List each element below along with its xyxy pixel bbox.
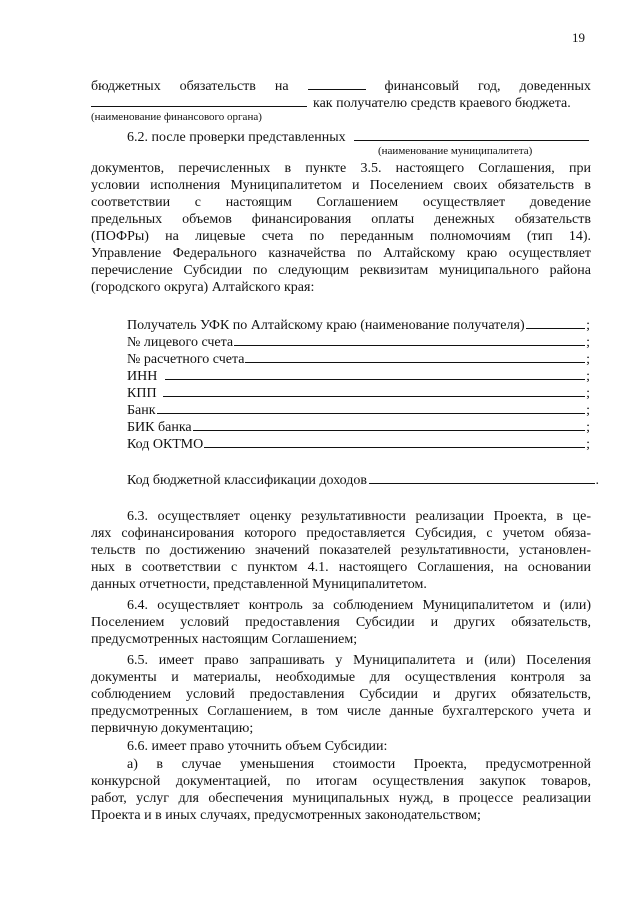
municipalitet-blank: [354, 128, 589, 141]
p66a-line: Проекта и в иных случаях, предусмотренных законодательством;: [91, 808, 481, 823]
finance-organ-blank: [91, 94, 307, 107]
caption-municipalitet: (наименование муниципалитета): [378, 145, 533, 157]
requisite-bank: Банк ;: [127, 403, 590, 418]
p63-line: тельств по достижению значений показателей результативности, установлен-: [91, 543, 591, 558]
p65-line: соблюдением условий предоставления Субсидии и других обязательств,: [91, 687, 591, 702]
p63-line: ных в соответствии с пунктом 4.1. настоящего Соглашения, на основании: [91, 560, 591, 575]
requisite-personal-account: № лицевого счета ;: [127, 335, 590, 350]
year-blank: [308, 77, 366, 90]
requisite-oktmo: Код ОКТМО ;: [127, 437, 590, 452]
line-finance-organ: как получателю средств краевого бюджета.: [91, 94, 591, 112]
p66-head: 6.6. имеет право уточнить объем Субсидии:: [127, 739, 388, 754]
p63-line: данных отчетности, представленной Муниципалитетом.: [91, 577, 427, 592]
p63-line: 6.3. осуществляет оценку результативности реализации Проекта, в це-: [127, 509, 591, 524]
requisite-bik: БИК банка ;: [127, 420, 590, 435]
p62-line: соответствии с настоящим Соглашением осуществляет доведение: [91, 195, 591, 210]
requisite-kpp: КПП ;: [127, 386, 590, 401]
p62-line: условии исполнения Муниципалитетом и Поселением своих обязательств в: [91, 178, 591, 193]
requisite-settlement-account: № расчетного счета ;: [127, 352, 590, 367]
page-number: 19: [572, 30, 585, 45]
p63-line: лях софинансирования которого предоставляется Субсидия, с учетом обяза-: [91, 526, 591, 541]
p65-line: предусмотренных Соглашением, в том числе данные бухгалтерского учета и: [91, 704, 591, 719]
p62-line: предельных объемов финансирования оплаты денежных обязательств: [91, 212, 591, 227]
p64-line: Поселением условий предоставления Субсидии и других обязательств,: [91, 615, 591, 630]
p66a-line: а) в случае уменьшения стоимости Проекта, предусмотренной: [127, 757, 591, 772]
p66a-line: конкурсной документацией, по итогам осуществления закупок товаров,: [91, 774, 591, 789]
p65-line: документы и материалы, необходимые для осуществления контроля за: [91, 670, 591, 685]
p62-line: перечисление Субсидии по следующим реквизитам муниципального района: [91, 263, 591, 278]
p62-line: (городского округа) Алтайского края:: [91, 280, 315, 295]
p64-line: предусмотренных настоящим Соглашением;: [91, 632, 358, 647]
p66a-line: работ, услуг для обеспечения муниципальных нужд, в процессе реализации: [91, 791, 591, 806]
p62-line: документов, перечисленных в пункте 3.5. настоящего Соглашения, при: [91, 161, 591, 176]
p62-line: Управление Федерального казначейства по Алтайскому краю осуществляет: [91, 246, 591, 261]
p65-line: 6.5. имеет право запрашивать у Муниципалитета и (или) Поселения: [127, 653, 591, 668]
p64-line: 6.4. осуществляет контроль за соблюдением Муниципалитетом и (или): [127, 598, 591, 613]
p65-line: первичную документацию;: [91, 721, 254, 736]
requisite-inn: ИНН ;: [127, 369, 590, 384]
p62-head: 6.2. после проверки представленных: [127, 128, 590, 146]
line-budget-obligations: бюджетных обязательств на финансовый год, доведенных: [91, 79, 591, 94]
p62-line: (ПОФРы) на лицевые счета по переданным полномочиям (тип 14).: [91, 229, 591, 244]
caption-finance-organ: (наименование финансового органа): [91, 111, 262, 123]
requisite-recipient: Получатель УФК по Алтайскому краю (наименование получателя) ;: [127, 318, 590, 333]
kbk-line: Код бюджетной классификации доходов .: [127, 473, 599, 488]
